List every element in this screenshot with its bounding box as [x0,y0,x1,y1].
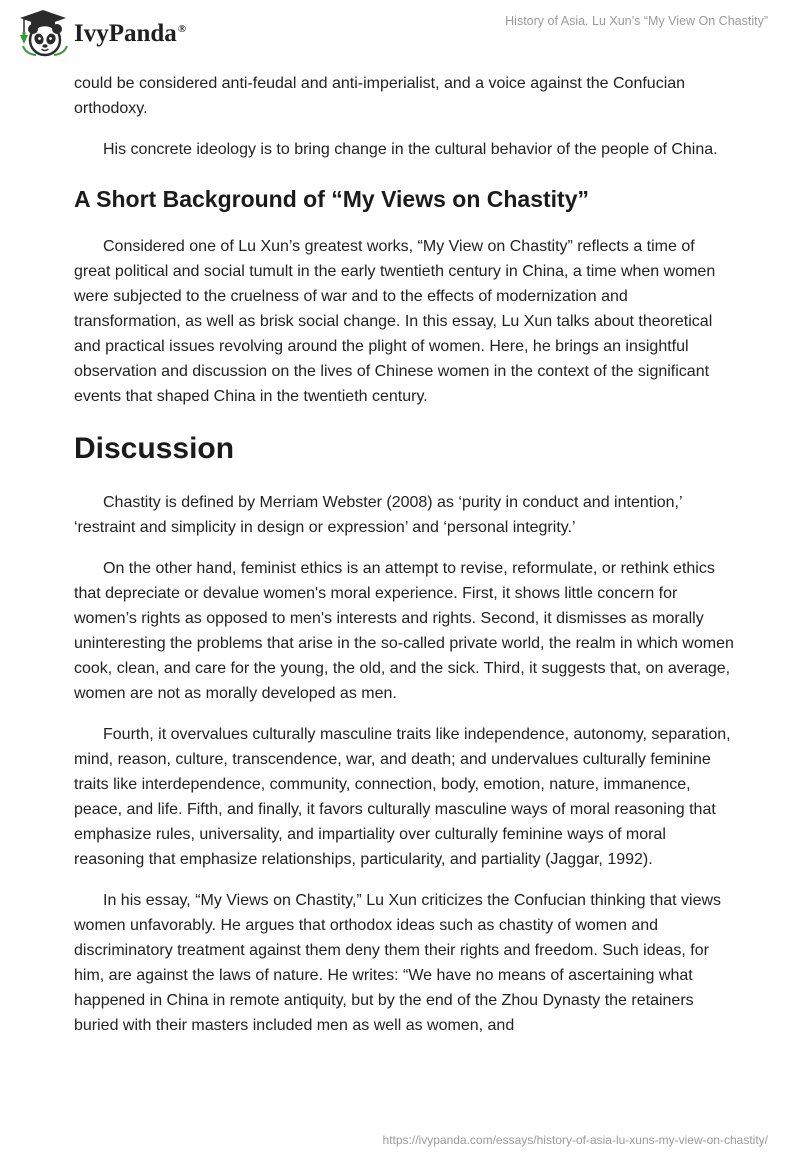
article-body [74,71,734,1054]
source-url[interactable]: https://ivypanda.com/essays/history-of-asia-lu-xuns-my-view-on-chastity/ [382,1133,768,1147]
heading-discussion: Discussion [74,432,235,465]
paragraph-chastity-definition: Chastity is defined by Merriam Webster (2008) as ‘purity in conduct and intention,’ ‘restraint and simplicity in design or expression’ and ‘personal integrity.’ [74,494,682,536]
paragraph-lu-xun-essay: In his essay, “My Views on Chastity,” Lu Xun criticizes the Confucian thinking that views women unfavorably. He argues that orthodox ideas such as chastity of women and discriminatory treatment against them deny them their rights and freedom. Such ideas, for him, are against the laws of nature. He writes: “We have no means of ascertaining what happened in China in remote antiquity, but by the end of the Zhou Dynasty the retainers buried with their masters included men as well as women, and [74,892,722,1034]
paragraph-background: Considered one of Lu Xun’s greatest works, “My View on Chastity” reflects a time of great political and social tumult in the early twentieth century in China, a time when women were subjected to the cruelness of war and to the effects of modernization and transformation, as well as brisk social change. In this essay, Lu Xun talks about theoretical and practical issues revolving around the plight of women. Here, he brings an insightful observation and discussion on the lives of Chinese women in the context of the significant events that shaped China in the twentieth century. [74,238,716,405]
ivypanda-logo[interactable] [14,8,186,58]
paragraph-continued: could be considered anti-feudal and anti-imperialist, and a voice against the Confucian orthodoxy. [74,75,686,117]
paragraph-ideology: His concrete ideology is to bring change in the cultural behavior of the people of China. [103,141,718,158]
panda-graduate-icon [14,8,72,58]
document-title: History of Asia. Lu Xun’s “My View On Chastity” [505,14,768,28]
page-header [0,0,800,70]
logo-text: IvyPanda® [74,20,187,47]
paragraph-feminist-ethics: On the other hand, feminist ethics is an attempt to revise, reformulate, or rethink ethics that depreciate or devalue women's moral experience. First, it shows little concern for women’s rights as opposed to men's interests and rights. Second, it dismisses as morally uninteresting the problems that arise in the so-called private world, the realm in which women cook, clean, and care for the young, the old, and the sick. Third, it suggests that, on average, women are not as morally developed as men. [74,560,734,702]
heading-short-background: A Short Background of “My Views on Chastity” [74,186,590,212]
paragraph-traits: Fourth, it overvalues culturally masculine traits like independence, autonomy, separation, mind, reason, culture, transcendence, war, and death; and undervalues culturally feminine traits like interdependence, community, connection, body, emotion, nature, immanence, peace, and life. Fifth, and finally, it favors culturally masculine ways of moral reasoning that emphasize rules, universality, and impartiality over culturally feminine ways of moral reasoning that emphasize relationships, particularity, and partiality (Jaggar, 1992). [74,726,731,868]
